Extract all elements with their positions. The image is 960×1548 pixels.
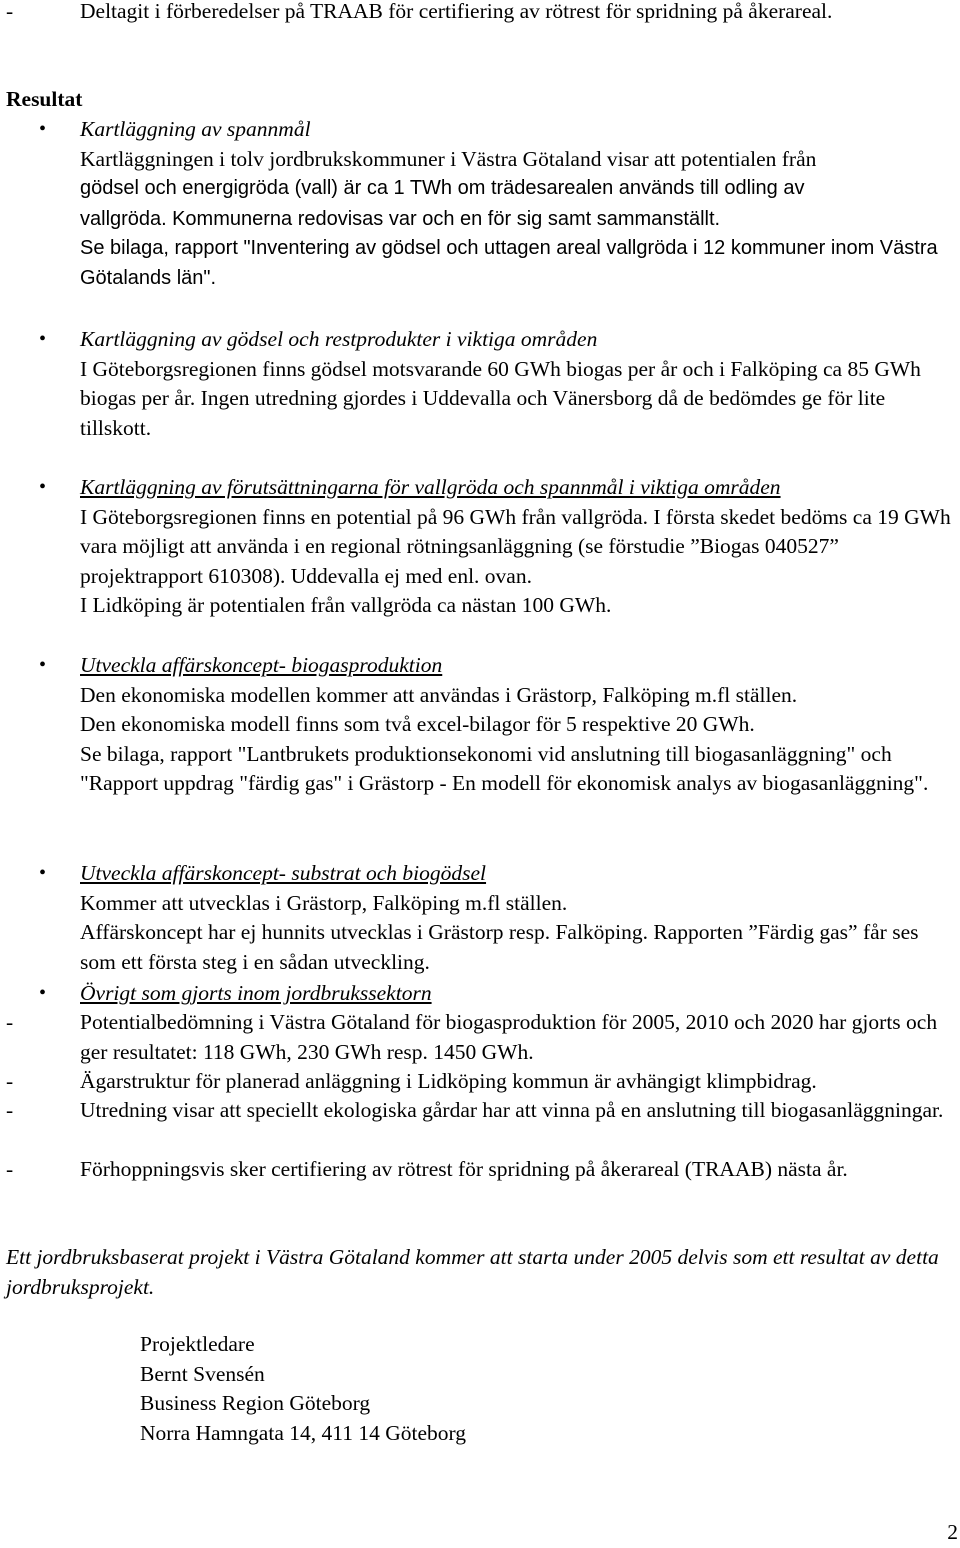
signature-name: Bernt Svensén	[140, 1361, 265, 1386]
paragraph-line: Den ekonomiska modell finns som två excel-bilagor för 5 respektive 20 GWh.	[80, 712, 755, 736]
paragraph-line: Den ekonomiska modellen kommer att användas i Grästorp, Falköping m.fl ställen.	[80, 682, 798, 707]
bullet-icon: •	[39, 328, 47, 350]
bullet-icon: •	[39, 476, 47, 498]
top-list-item: Deltagit i förberedelser på TRAAB för certifiering av rötrest för spridning på åkerareal.	[80, 0, 833, 23]
section-title: Övrigt som gjorts inom jordbrukssektorn	[80, 981, 432, 1005]
bullet-icon: •	[39, 862, 47, 884]
list-item: Potentialbedömning i Västra Götaland för biogasproduktion för 2005, 2010 och 2020 har gjorts och ger resultatet: 118 GWh, 230 GWh resp. 1450 GWh.	[80, 1010, 938, 1064]
section-title: Utveckla affärskoncept- substrat och biogödsel	[80, 861, 487, 885]
list-item: Utredning visar att speciellt ekologiska gårdar har att vinna på en anslutning till biogasanläggningar.	[80, 1098, 944, 1122]
list-dash: -	[6, 1098, 14, 1122]
list-dash: -	[6, 1157, 14, 1181]
section-title: Kartläggning av förutsättningarna för vallgröda och spannmål i viktiga områden	[80, 475, 781, 499]
paragraph-line: Kartläggningen i tolv jordbrukskommuner i Västra Götaland visar att potentialen från	[80, 146, 817, 171]
paragraph-text: Affärskoncept har ej hunnits utvecklas i Grästorp resp. Falköping. Rapporten ”Färdig gas” får ses som ett första steg i en sådan utveckling.	[80, 920, 919, 974]
closing-paragraph: Ett jordbruksbaserat projekt i Västra Götaland kommer att starta under 2005 delvis som ett resultat av detta jordbruksprojekt.	[6, 1245, 939, 1299]
signature-org: Business Region Göteborg	[140, 1391, 371, 1415]
section-biogasproduktion	[80, 651, 958, 799]
bullet-icon: •	[39, 118, 47, 140]
paragraph-line: Kommunerna redovisas var och en för sig samt sammanställt.	[172, 207, 721, 230]
section-title: Kartläggning av gödsel och restprodukter i viktiga områden	[80, 327, 598, 351]
section-godsel	[80, 325, 958, 443]
list-dash: -	[6, 1069, 14, 1093]
section-title: Utveckla affärskoncept- biogasproduktion	[80, 653, 443, 677]
section-vallgroda	[80, 473, 958, 621]
paragraph-text: I Göteborgsregionen finns gödsel motsvarande 60 GWh biogas per år och i Falköping ca 85 GWh biogas per år. Ingen utredning gjordes i Uddevalla och Vänersborg då de bedömdes ge för lite tillskott.	[80, 356, 921, 440]
signature-role: Projektledare	[140, 1332, 255, 1356]
list-item: Förhoppningsvis sker certifiering av rötrest för spridning på åkerareal (TRAAB) nästa år.	[80, 1157, 848, 1181]
section-substrat	[80, 859, 958, 977]
paragraph-line: Kommer att utvecklas i Grästorp, Falköping m.fl ställen.	[80, 890, 568, 915]
paragraph-text: I Göteborgsregionen finns en potential på 96 GWh från vallgröda. I första skedet bedöms ca 19 GWh vara möjligt att använda i en regional rötningsanläggning (se förstudie ”Biogas 040527” projektrapport 610308). Uddevalla ej med enl. ovan.	[80, 504, 951, 588]
bullet-icon: •	[39, 982, 47, 1004]
signature-address: Norra Hamngata 14, 411 14 Göteborg	[140, 1420, 467, 1445]
list-dash: -	[6, 1010, 14, 1034]
bullet-icon: •	[39, 654, 47, 676]
paragraph-line: gödsel och energigröda (vall) är ca 1 TWh om trädesarealen används till odling av	[80, 177, 805, 199]
paragraph-line: vallgröda.	[80, 207, 167, 230]
signature-block	[140, 1330, 466, 1448]
page-number: 2	[947, 1520, 958, 1544]
paragraph-text: I Lidköping är potentialen från vallgröda ca nästan 100 GWh.	[80, 593, 612, 617]
section-heading: Resultat	[6, 87, 83, 111]
paragraph-text: Se bilaga, rapport "Lantbrukets produktionsekonomi vid anslutning till biogasanläggning" och "Rapport uppdrag "färdig gas" i Grästorp - En modell för ekonomisk analys av biogasanläggning".	[80, 741, 929, 795]
paragraph-text: Se bilaga, rapport "Inventering av gödsel och uttagen areal vallgröda i 12 kommuner inom Västra Götalands län".	[80, 237, 938, 289]
list-dash: -	[6, 0, 14, 23]
section-title: Kartläggning av spannmål	[80, 117, 311, 141]
list-item: Ägarstruktur för planerad anläggning i Lidköping kommun är avhängigt klimpbidrag.	[80, 1069, 817, 1093]
section-spannmal	[80, 115, 958, 293]
